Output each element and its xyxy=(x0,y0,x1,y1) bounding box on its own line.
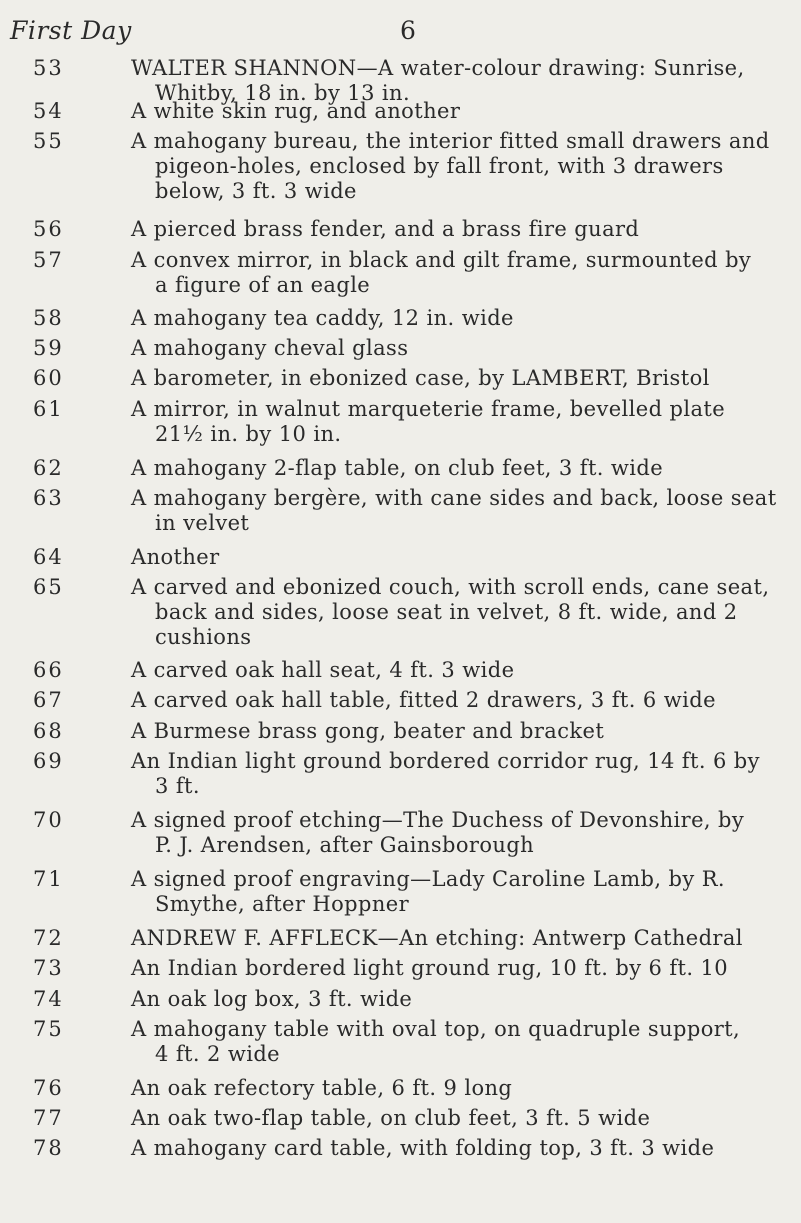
lot-description-line: A convex mirror, in black and gilt frame, surmounted by xyxy=(131,248,752,272)
lot-description-line: A signed proof etching—The Duchess of Devonshire, by xyxy=(131,808,745,832)
lot-number: 63 xyxy=(33,486,64,510)
lot-number: 64 xyxy=(33,545,64,569)
lot-number: 66 xyxy=(33,658,64,682)
lot-description-line: A mahogany cheval glass xyxy=(131,336,409,360)
lot-description-line: A mahogany 2-flap table, on club feet, 3 ft. wide xyxy=(131,456,664,480)
lot-description xyxy=(131,397,791,447)
lot-description-line: A barometer, in ebonized case, by LAMBERT, Bristol xyxy=(131,366,710,390)
lot-description-line: P. J. Arendsen, after Gainsborough xyxy=(155,833,535,857)
lot-number: 59 xyxy=(33,336,64,360)
lot-number: 65 xyxy=(33,575,64,599)
lot-description xyxy=(131,1076,791,1101)
lot-description-line: pigeon-holes, enclosed by fall front, with 3 drawers xyxy=(155,154,724,178)
lot-description-line: An Indian bordered light ground rug, 10 ft. by 6 ft. 10 xyxy=(131,956,729,980)
lot-number: 68 xyxy=(33,719,64,743)
lot-description-line: An Indian light ground bordered corridor rug, 14 ft. 6 by xyxy=(131,749,760,773)
lot-description-line: cushions xyxy=(155,625,252,649)
lot-description-line: below, 3 ft. 3 wide xyxy=(155,179,357,203)
lot-number: 70 xyxy=(33,808,64,832)
running-title: First Day xyxy=(10,16,132,45)
lot-description xyxy=(131,719,791,744)
lot-number: 71 xyxy=(33,867,64,891)
lot-description-line: 21½ in. by 10 in. xyxy=(155,422,342,446)
lot-description xyxy=(131,956,791,981)
lot-description-line: An oak log box, 3 ft. wide xyxy=(131,987,413,1011)
lot-description xyxy=(131,129,791,204)
lot-number: 75 xyxy=(33,1017,64,1041)
lot-number: 74 xyxy=(33,987,64,1011)
lot-description-line: a figure of an eagle xyxy=(155,273,371,297)
lot-description xyxy=(131,575,791,650)
lot-number: 54 xyxy=(33,99,64,123)
lot-description xyxy=(131,366,791,391)
lot-description xyxy=(131,749,791,799)
lot-number: 73 xyxy=(33,956,64,980)
lot-number: 78 xyxy=(33,1136,64,1160)
lot-description-line: Smythe, after Hoppner xyxy=(155,892,410,916)
lot-number: 62 xyxy=(33,456,64,480)
page-number: 6 xyxy=(400,16,416,45)
lot-description-line: A carved and ebonized couch, with scroll ends, cane seat, xyxy=(131,575,770,599)
lot-description-line: back and sides, loose seat in velvet, 8 ft. wide, and 2 xyxy=(155,600,738,624)
lot-description-line: A pierced brass fender, and a brass fire guard xyxy=(131,217,640,241)
lot-number: 56 xyxy=(33,217,64,241)
lot-description-line: An oak refectory table, 6 ft. 9 long xyxy=(131,1076,513,1100)
lot-description xyxy=(131,306,791,331)
lot-description-line: A mahogany card table, with folding top, 3 ft. 3 wide xyxy=(131,1136,715,1160)
lot-description xyxy=(131,1136,791,1161)
lot-description-line: Whitby, 18 in. by 13 in. xyxy=(155,81,411,105)
lot-description-line: A mahogany table with oval top, on quadruple support, xyxy=(131,1017,741,1041)
lot-description xyxy=(131,486,791,536)
lot-description xyxy=(131,867,791,917)
lot-description xyxy=(131,1017,791,1067)
lot-description-line: A carved oak hall table, fitted 2 drawers, 3 ft. 6 wide xyxy=(131,688,716,712)
lot-description xyxy=(131,926,791,951)
lot-description-line: A mirror, in walnut marqueterie frame, bevelled plate xyxy=(131,397,726,421)
lot-description xyxy=(131,248,791,298)
lot-number: 69 xyxy=(33,749,64,773)
lot-description xyxy=(131,217,791,242)
lot-number: 72 xyxy=(33,926,64,950)
lot-number: 58 xyxy=(33,306,64,330)
lot-description xyxy=(131,336,791,361)
lot-description-line: WALTER SHANNON—A water-colour drawing: Sunrise, xyxy=(131,56,745,80)
lot-number: 53 xyxy=(33,56,64,80)
lot-description xyxy=(131,808,791,858)
lot-number: 61 xyxy=(33,397,64,421)
lot-description-line: A mahogany bureau, the interior fitted small drawers and xyxy=(131,129,770,153)
lot-description xyxy=(131,688,791,713)
lot-number: 57 xyxy=(33,248,64,272)
lot-description xyxy=(131,658,791,683)
lot-description-line: A Burmese brass gong, beater and bracket xyxy=(131,719,605,743)
lot-number: 60 xyxy=(33,366,64,390)
lot-number: 55 xyxy=(33,129,64,153)
lot-description-line: in velvet xyxy=(155,511,250,535)
lot-number: 76 xyxy=(33,1076,64,1100)
page-header xyxy=(10,14,791,54)
lot-description-line: An oak two-flap table, on club feet, 3 ft. 5 wide xyxy=(131,1106,651,1130)
lot-description-line: A signed proof engraving—Lady Caroline Lamb, by R. xyxy=(131,867,725,891)
lot-description xyxy=(131,99,791,124)
lot-description-line: 4 ft. 2 wide xyxy=(155,1042,280,1066)
lot-description-line: A mahogany bergère, with cane sides and back, loose seat xyxy=(131,486,777,510)
lot-description xyxy=(131,1106,791,1131)
lot-description xyxy=(131,987,791,1012)
lot-description xyxy=(131,456,791,481)
lot-number: 67 xyxy=(33,688,64,712)
lot-description-line: Another xyxy=(131,545,220,569)
lot-description-line: 3 ft. xyxy=(155,774,200,798)
lot-description-line: A carved oak hall seat, 4 ft. 3 wide xyxy=(131,658,515,682)
lot-number: 77 xyxy=(33,1106,64,1130)
lot-description xyxy=(131,545,791,570)
lot-description-line: ANDREW F. AFFLECK—An etching: Antwerp Cathedral xyxy=(131,926,743,950)
lot-description-line: A white skin rug, and another xyxy=(131,99,461,123)
lot-description-line: A mahogany tea caddy, 12 in. wide xyxy=(131,306,514,330)
